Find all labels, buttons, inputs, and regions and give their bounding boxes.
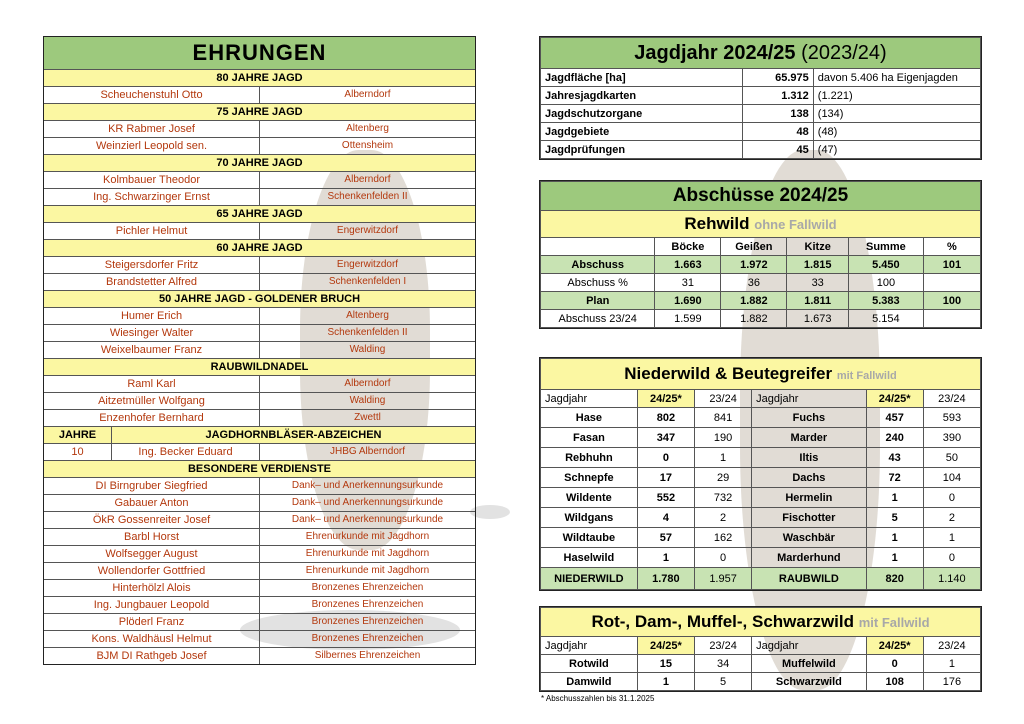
- species: Iltis: [752, 448, 866, 468]
- cell: 732: [694, 488, 751, 508]
- rehwild-title: Rehwild: [684, 214, 750, 233]
- honoree-name: Ing. Schwarzinger Ernst: [44, 189, 260, 205]
- cell: 5.383: [848, 292, 923, 310]
- species: Schnepfe: [541, 468, 638, 488]
- cell: 104: [923, 468, 980, 488]
- total-cell: 1.780: [637, 568, 694, 590]
- cell: 2: [923, 508, 980, 528]
- niederwild-table: [539, 357, 982, 591]
- honoree-name: Brandstetter Alfred: [44, 274, 260, 290]
- rotwild-table: [539, 606, 982, 692]
- col-header: 24/25*: [637, 637, 694, 655]
- col-header: Jagdjahr: [541, 390, 638, 408]
- honoree-place: JHBG Alberndorf: [329, 446, 406, 457]
- honoree-place: Zwettl: [354, 412, 381, 423]
- honor-row: [44, 86, 475, 103]
- honoree-award: Bronzenes Ehrenzeichen: [311, 599, 424, 610]
- honoree-award: Dank– und Anerkennungsurkunde: [291, 480, 444, 491]
- honoree-name: Scheuchenstuhl Otto: [44, 87, 260, 103]
- jagdjahr-note: (47): [813, 141, 980, 159]
- rehwild-row-prozent: [541, 274, 981, 292]
- cell: [923, 274, 980, 292]
- jagdjahr-note: (134): [813, 105, 980, 123]
- col-header: 23/24: [923, 637, 980, 655]
- honoree-place: Schenkenfelden I: [328, 276, 407, 287]
- cell: 50: [923, 448, 980, 468]
- niederwild-row: [541, 548, 981, 568]
- abschuesse-table: [539, 180, 982, 329]
- honoree-name: DI Birngruber Siegfried: [44, 478, 260, 494]
- honoree-award: Bronzenes Ehrenzeichen: [311, 582, 424, 593]
- cell: 57: [637, 528, 694, 548]
- jagdjahr-title-text: Jagdjahr 2024/25: [634, 41, 796, 64]
- species: Haselwild: [541, 548, 638, 568]
- honoree-place: Alberndorf: [344, 378, 391, 389]
- cell: 17: [637, 468, 694, 488]
- col-header: Jagdjahr: [752, 390, 866, 408]
- niederwild-header-row: [541, 390, 981, 408]
- species: Fuchs: [752, 408, 866, 428]
- jagdjahr-value: 45: [743, 141, 813, 159]
- species: Rebhuhn: [541, 448, 638, 468]
- section-jagdhorn: [44, 426, 475, 443]
- honoree-place: Schenkenfelden II: [327, 327, 408, 338]
- abschuesse-title: Abschüsse 2024/25: [541, 182, 981, 211]
- cell: 347: [637, 428, 694, 448]
- cell: 552: [637, 488, 694, 508]
- honor-row: [44, 579, 475, 596]
- cell: 841: [694, 408, 751, 428]
- honoree-place: Walding: [349, 344, 386, 355]
- honoree-place: Engerwitzdorf: [336, 225, 399, 236]
- cell: 2: [694, 508, 751, 528]
- jagdjahr-value: 48: [743, 123, 813, 141]
- honoree-name: Barbl Horst: [44, 529, 260, 545]
- jagdjahr-prev: (2023/24): [801, 41, 887, 64]
- cell: 593: [923, 408, 980, 428]
- niederwild-title: Niederwild & Beutegreifer: [624, 364, 833, 383]
- col-header: Kitze: [787, 238, 849, 256]
- rotwild-header-row: [541, 637, 981, 655]
- cell: 1: [637, 548, 694, 568]
- cell: 190: [694, 428, 751, 448]
- row-label: Plan: [541, 292, 655, 310]
- ehrungen-table: [43, 36, 476, 665]
- honoree-name: Weixelbaumer Franz: [44, 342, 260, 358]
- honoree-place: Alberndorf: [344, 89, 391, 100]
- jagdjahr-title: [541, 38, 981, 69]
- honoree-place: Altenberg: [346, 310, 389, 321]
- species: Wildgans: [541, 508, 638, 528]
- honoree-place: Alberndorf: [344, 174, 391, 185]
- jagdjahr-note: (1.221): [813, 87, 980, 105]
- species: Dachs: [752, 468, 866, 488]
- honor-row: [44, 409, 475, 426]
- total-label: RAUBWILD: [752, 568, 866, 590]
- cell: 72: [866, 468, 923, 488]
- rotwild-title: Rot-, Dam-, Muffel-, Schwarzwild: [591, 612, 855, 631]
- species: Hermelin: [752, 488, 866, 508]
- row-label: Abschuss: [541, 256, 655, 274]
- jagdjahr-note: davon 5.406 ha Eigenjagden: [813, 69, 980, 87]
- honor-row: [44, 596, 475, 613]
- cell: 15: [637, 655, 694, 673]
- cell: 1.811: [787, 292, 849, 310]
- honoree-place: Walding: [349, 395, 386, 406]
- cell: 33: [787, 274, 849, 292]
- row-label: Abschuss 23/24: [541, 310, 655, 328]
- cell: 1.972: [721, 256, 787, 274]
- ehrungen-title: EHRUNGEN: [44, 37, 475, 69]
- cell: 1: [866, 488, 923, 508]
- species: Marder: [752, 428, 866, 448]
- honoree-place: Engerwitzdorf: [336, 259, 399, 270]
- rehwild-header-row: [541, 238, 981, 256]
- honoree-award: Bronzenes Ehrenzeichen: [311, 616, 424, 627]
- cell: 0: [923, 488, 980, 508]
- cell: 457: [866, 408, 923, 428]
- section-60-jahre: 60 JAHRE JAGD: [44, 239, 475, 256]
- cell: 0: [637, 448, 694, 468]
- cell: 1: [923, 655, 980, 673]
- species: Hase: [541, 408, 638, 428]
- niederwild-total-row: [541, 568, 981, 590]
- jagdjahr-label: Jagdschutzorgane: [541, 105, 743, 123]
- cell: 1.673: [787, 310, 849, 328]
- cell: 1: [694, 448, 751, 468]
- col-header: 24/25*: [866, 637, 923, 655]
- col-header: 23/24: [694, 637, 751, 655]
- cell: 5.154: [848, 310, 923, 328]
- col-header: 23/24: [694, 390, 751, 408]
- cell: 1.663: [655, 256, 721, 274]
- jagdjahr-table: [539, 36, 982, 160]
- cell: 176: [923, 673, 980, 691]
- footnote: * Abschusszahlen bis 31.1.2025: [541, 694, 655, 703]
- cell: [923, 310, 980, 328]
- col-header: Summe: [848, 238, 923, 256]
- cell: 31: [655, 274, 721, 292]
- cell: 108: [866, 673, 923, 691]
- total-cell: 1.957: [694, 568, 751, 590]
- jagdjahr-row: [541, 105, 981, 123]
- cell: 4: [637, 508, 694, 528]
- niederwild-row: [541, 448, 981, 468]
- rotwild-row: [541, 673, 981, 691]
- section-50-jahre: 50 JAHRE JAGD - GOLDENER BRUCH: [44, 290, 475, 307]
- cell: 0: [923, 548, 980, 568]
- cell: 240: [866, 428, 923, 448]
- cell: 1.815: [787, 256, 849, 274]
- cell: 162: [694, 528, 751, 548]
- jagdjahr-row: [541, 69, 981, 87]
- cell: 5.450: [848, 256, 923, 274]
- honoree-award: Silbernes Ehrenzeichen: [314, 650, 421, 661]
- niederwild-row: [541, 468, 981, 488]
- honor-row: [44, 222, 475, 239]
- jagdjahr-label: Jagdfläche [ha]: [541, 69, 743, 87]
- honoree-name: Steigersdorfer Fritz: [44, 257, 260, 273]
- species: Waschbär: [752, 528, 866, 548]
- honor-row: [44, 307, 475, 324]
- honoree-name: BJM DI Rathgeb Josef: [44, 648, 260, 664]
- cell: 36: [721, 274, 787, 292]
- honoree-place: Altenberg: [346, 123, 389, 134]
- cell: 34: [694, 655, 751, 673]
- honoree-name: Wollendorfer Gottfried: [44, 563, 260, 579]
- rotwild-header: [541, 608, 981, 637]
- species: Rotwild: [541, 655, 638, 673]
- cell: 1: [637, 673, 694, 691]
- honor-row: [44, 545, 475, 562]
- col-header: 24/25*: [866, 390, 923, 408]
- honoree-name: Ing. Jungbauer Leopold: [44, 597, 260, 613]
- honoree-name: Humer Erich: [44, 308, 260, 324]
- honoree-name: Gabauer Anton: [44, 495, 260, 511]
- col-header: Jagdjahr: [752, 637, 866, 655]
- niederwild-row: [541, 428, 981, 448]
- row-label: Abschuss %: [541, 274, 655, 292]
- cell: 1: [923, 528, 980, 548]
- honoree-award: Ehrenurkunde mit Jagdhorn: [305, 565, 430, 576]
- jagdjahr-row: [541, 87, 981, 105]
- cell: 1: [866, 528, 923, 548]
- cell: 1.882: [721, 310, 787, 328]
- niederwild-note: mit Fallwild: [836, 370, 897, 382]
- cell: 43: [866, 448, 923, 468]
- honoree-name: Pichler Helmut: [44, 223, 260, 239]
- cell: 101: [923, 256, 980, 274]
- honor-row: [44, 528, 475, 545]
- col-header: Geißen: [721, 238, 787, 256]
- honor-row: [44, 256, 475, 273]
- species: Fasan: [541, 428, 638, 448]
- honoree-name: Wolfsegger August: [44, 546, 260, 562]
- jagdjahr-row: [541, 123, 981, 141]
- total-label: NIEDERWILD: [541, 568, 638, 590]
- cell: 29: [694, 468, 751, 488]
- honoree-name: Raml Karl: [44, 376, 260, 392]
- honor-row: [44, 137, 475, 154]
- honor-row: [44, 273, 475, 290]
- cell: 1.690: [655, 292, 721, 310]
- section-75-jahre: 75 JAHRE JAGD: [44, 103, 475, 120]
- jahre-header: JAHRE: [44, 427, 112, 443]
- rehwild-note: ohne Fallwild: [754, 217, 837, 232]
- honor-row: [44, 494, 475, 511]
- cell: 100: [848, 274, 923, 292]
- cell: 5: [694, 673, 751, 691]
- species: Damwild: [541, 673, 638, 691]
- honoree-award: Bronzenes Ehrenzeichen: [311, 633, 424, 644]
- rotwild-row: [541, 655, 981, 673]
- honoree-name: Enzenhofer Bernhard: [44, 410, 260, 426]
- honor-row: [44, 443, 475, 460]
- col-header: 23/24: [923, 390, 980, 408]
- cell: 390: [923, 428, 980, 448]
- honor-row: [44, 630, 475, 647]
- honoree-place: Ottensheim: [341, 140, 394, 151]
- honor-row: [44, 392, 475, 409]
- section-70-jahre: 70 JAHRE JAGD: [44, 154, 475, 171]
- honor-row: [44, 647, 475, 664]
- jagdjahr-value: 65.975: [743, 69, 813, 87]
- section-65-jahre: 65 JAHRE JAGD: [44, 205, 475, 222]
- honor-row: [44, 477, 475, 494]
- honor-row: [44, 341, 475, 358]
- honor-row: [44, 188, 475, 205]
- species: Fischotter: [752, 508, 866, 528]
- total-cell: 1.140: [923, 568, 980, 590]
- honoree-award: Ehrenurkunde mit Jagdhorn: [305, 531, 430, 542]
- rehwild-header: [541, 211, 981, 238]
- section-raubwildnadel: RAUBWILDNADEL: [44, 358, 475, 375]
- niederwild-header: [541, 359, 981, 390]
- jagdjahr-label: Jahresjagdkarten: [541, 87, 743, 105]
- cell: 0: [866, 655, 923, 673]
- honoree-award: Ehrenurkunde mit Jagdhorn: [305, 548, 430, 559]
- cell: 1.599: [655, 310, 721, 328]
- col-header: Jagdjahr: [541, 637, 638, 655]
- honoree-award: Dank– und Anerkennungsurkunde: [291, 514, 444, 525]
- species: Wildtaube: [541, 528, 638, 548]
- snow-patch: [470, 505, 510, 519]
- niederwild-row: [541, 488, 981, 508]
- rotwild-note: mit Fallwild: [858, 615, 930, 630]
- jagdhorn-header: JAGDHORNBLÄSER-ABZEICHEN: [205, 429, 382, 441]
- honoree-name: Kons. Waldhäusl Helmut: [44, 631, 260, 647]
- col-header: %: [923, 238, 980, 256]
- jagdjahr-label: Jagdgebiete: [541, 123, 743, 141]
- rehwild-row-plan: [541, 292, 981, 310]
- cell: 0: [694, 548, 751, 568]
- horn-years: 10: [44, 444, 112, 460]
- jagdjahr-row: [541, 141, 981, 159]
- honoree-name: KR Rabmer Josef: [44, 121, 260, 137]
- niederwild-row: [541, 408, 981, 428]
- honoree-name: Weinzierl Leopold sen.: [44, 138, 260, 154]
- species: Wildente: [541, 488, 638, 508]
- honoree-name: Aitzetmüller Wolfgang: [44, 393, 260, 409]
- cell: 1.882: [721, 292, 787, 310]
- species: Marderhund: [752, 548, 866, 568]
- species: Schwarzwild: [752, 673, 866, 691]
- jagdjahr-label: Jagdprüfungen: [541, 141, 743, 159]
- jagdjahr-note: (48): [813, 123, 980, 141]
- cell: 802: [637, 408, 694, 428]
- cell: 1: [866, 548, 923, 568]
- honor-row: [44, 171, 475, 188]
- honoree-name: Kolmbauer Theodor: [44, 172, 260, 188]
- total-cell: 820: [866, 568, 923, 590]
- rehwild-row-vorjahr: [541, 310, 981, 328]
- jagdjahr-value: 138: [743, 105, 813, 123]
- section-80-jahre: 80 JAHRE JAGD: [44, 69, 475, 86]
- honor-row: [44, 375, 475, 392]
- honor-row: [44, 562, 475, 579]
- honor-row: [44, 120, 475, 137]
- niederwild-row: [541, 508, 981, 528]
- col-header: Böcke: [655, 238, 721, 256]
- honor-row: [44, 511, 475, 528]
- honor-row: [44, 613, 475, 630]
- honor-row: [44, 324, 475, 341]
- cell: 5: [866, 508, 923, 528]
- col-header: 24/25*: [637, 390, 694, 408]
- niederwild-row: [541, 528, 981, 548]
- honoree-name: ÖkR Gossenreiter Josef: [44, 512, 260, 528]
- honoree-place: Schenkenfelden II: [327, 191, 408, 202]
- honoree-name: Wiesinger Walter: [44, 325, 260, 341]
- section-besondere-verdienste: BESONDERE VERDIENSTE: [44, 460, 475, 477]
- honoree-name: Hinterhölzl Alois: [44, 580, 260, 596]
- rehwild-row-abschuss: [541, 256, 981, 274]
- honoree-name: Ing. Becker Eduard: [112, 444, 260, 460]
- cell: 100: [923, 292, 980, 310]
- honoree-name: Plöderl Franz: [44, 614, 260, 630]
- jagdjahr-value: 1.312: [743, 87, 813, 105]
- honoree-award: Dank– und Anerkennungsurkunde: [291, 497, 444, 508]
- col-header: [541, 238, 655, 256]
- species: Muffelwild: [752, 655, 866, 673]
